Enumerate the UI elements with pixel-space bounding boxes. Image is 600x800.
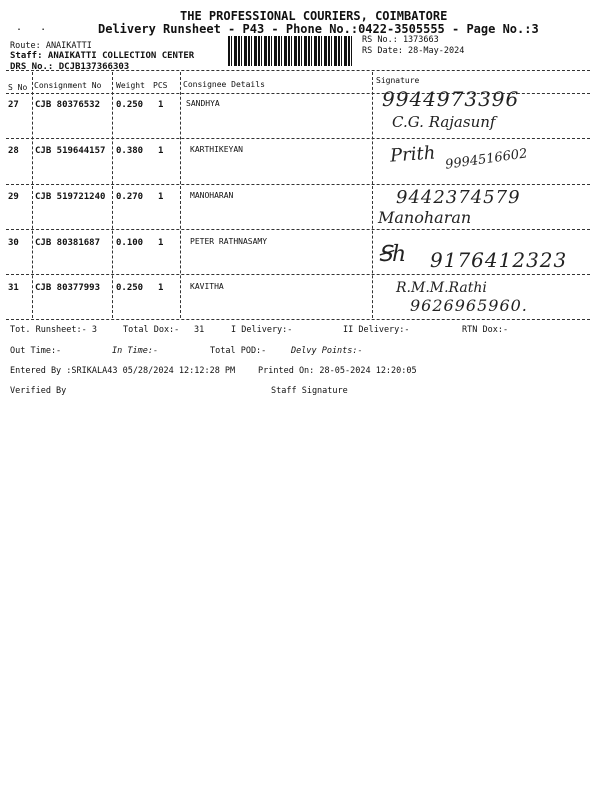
out-time: Out Time:- — [10, 346, 62, 356]
row-consignment: CJB 80376532 — [35, 100, 101, 110]
col-header-consignment: Consignment No — [34, 81, 102, 90]
row-sno: 30 — [8, 238, 19, 248]
drs-number: DRS No.: DCJB137366303 — [10, 62, 130, 72]
row-consignment: CJB 519644157 — [35, 146, 106, 156]
row-consignee: SANDHYA — [186, 99, 220, 108]
row-weight: 0.380 — [116, 146, 144, 156]
row-weight: 0.250 — [116, 283, 144, 293]
row-consignee: KARTHIKEYAN — [190, 145, 243, 154]
ii-delivery: II Delivery:- — [343, 325, 410, 335]
total-pod: Total POD:- — [210, 346, 267, 356]
row-signature: Manoharan — [378, 208, 472, 227]
row-consignment: CJB 80381687 — [35, 238, 101, 248]
col-header-signature: Signature — [376, 76, 420, 85]
rtn-dox: RTN Dox:- — [462, 325, 509, 335]
row-pcs: 1 — [158, 192, 164, 202]
row-signature: Prith — [389, 142, 436, 167]
col-header-pcs: PCS — [153, 81, 168, 90]
rs-number: RS No.: 1373663 — [362, 35, 439, 45]
row-pcs: 1 — [158, 100, 164, 110]
row-sno: 27 — [8, 100, 19, 110]
delvy-points: Delvy Points:- — [291, 346, 363, 356]
entered-by: Entered By :SRIKALA43 05/28/2024 12:12:28 PM — [10, 366, 236, 376]
company-title: THE PROFESSIONAL COURIERS, COIMBATORE — [180, 9, 448, 23]
row-sno: 28 — [8, 146, 19, 156]
rs-date: RS Date: 28-May-2024 — [362, 46, 465, 56]
row-pcs: 1 — [158, 283, 164, 293]
i-delivery: I Delivery:- — [231, 325, 293, 335]
row-consignee: MANOHARAN — [190, 191, 234, 200]
row-rule — [6, 184, 590, 185]
barcode-image — [228, 36, 354, 66]
col-header-sno: S No — [8, 83, 28, 92]
table-top-rule — [6, 70, 590, 71]
row-pcs: 1 — [158, 238, 164, 248]
row-signature-phone: 9176412323 — [430, 248, 568, 272]
row-signature: C.G. Rajasunf — [392, 113, 496, 131]
row-weight: 0.100 — [116, 238, 144, 248]
row-rule — [6, 138, 590, 139]
row-signature-scribble: Ꞩh — [378, 242, 407, 267]
row-rule — [6, 274, 590, 275]
row-pcs: 1 — [158, 146, 164, 156]
in-time: In Time:- — [112, 346, 159, 356]
printed-on: Printed On: 28-05-2024 12:20:05 — [258, 366, 417, 376]
row-signature-phone: 9626965960. — [410, 296, 528, 315]
row-consignment: CJB 80377993 — [35, 283, 101, 293]
row-weight: 0.250 — [116, 100, 144, 110]
verified-by: Verified By — [10, 386, 67, 396]
route-label: Route: ANAIKATTI — [10, 41, 92, 51]
row-signature: R.M.M.Rathi — [396, 280, 487, 296]
tot-runsheet: Tot. Runsheet:- 3 — [10, 325, 97, 335]
row-weight: 0.270 — [116, 192, 144, 202]
row-consignment: CJB 519721240 — [35, 192, 106, 202]
row-signature-phone: 9442374579 — [396, 187, 521, 208]
staff-signature: Staff Signature — [271, 386, 348, 396]
staff-label: Staff: ANAIKATTI COLLECTION CENTER — [10, 51, 195, 61]
col-header-weight: Weight — [116, 81, 145, 90]
row-sno: 29 — [8, 192, 19, 202]
table-bottom-rule — [6, 319, 590, 320]
col-divider — [372, 72, 373, 318]
col-divider — [112, 72, 113, 318]
col-divider — [32, 72, 33, 318]
row-rule — [6, 229, 590, 230]
col-divider — [180, 72, 181, 318]
runsheet-heading: Delivery Runsheet - P43 - Phone No.:0422-3505555 - Page No.:3 — [98, 22, 539, 36]
row-consignee: KAVITHA — [190, 282, 224, 291]
row-signature-phone: 9944973396 — [382, 87, 520, 111]
row-sno: 31 — [8, 283, 19, 293]
total-dox-value: 31 — [194, 325, 205, 335]
total-dox-label: Total Dox:- — [123, 325, 180, 335]
row-consignee: PETER RATHNASAMY — [190, 237, 268, 246]
stray-marks: . . — [16, 22, 47, 33]
row-signature-phone: 9994516602 — [444, 146, 529, 173]
col-header-consignee: Consignee Details — [183, 80, 265, 89]
